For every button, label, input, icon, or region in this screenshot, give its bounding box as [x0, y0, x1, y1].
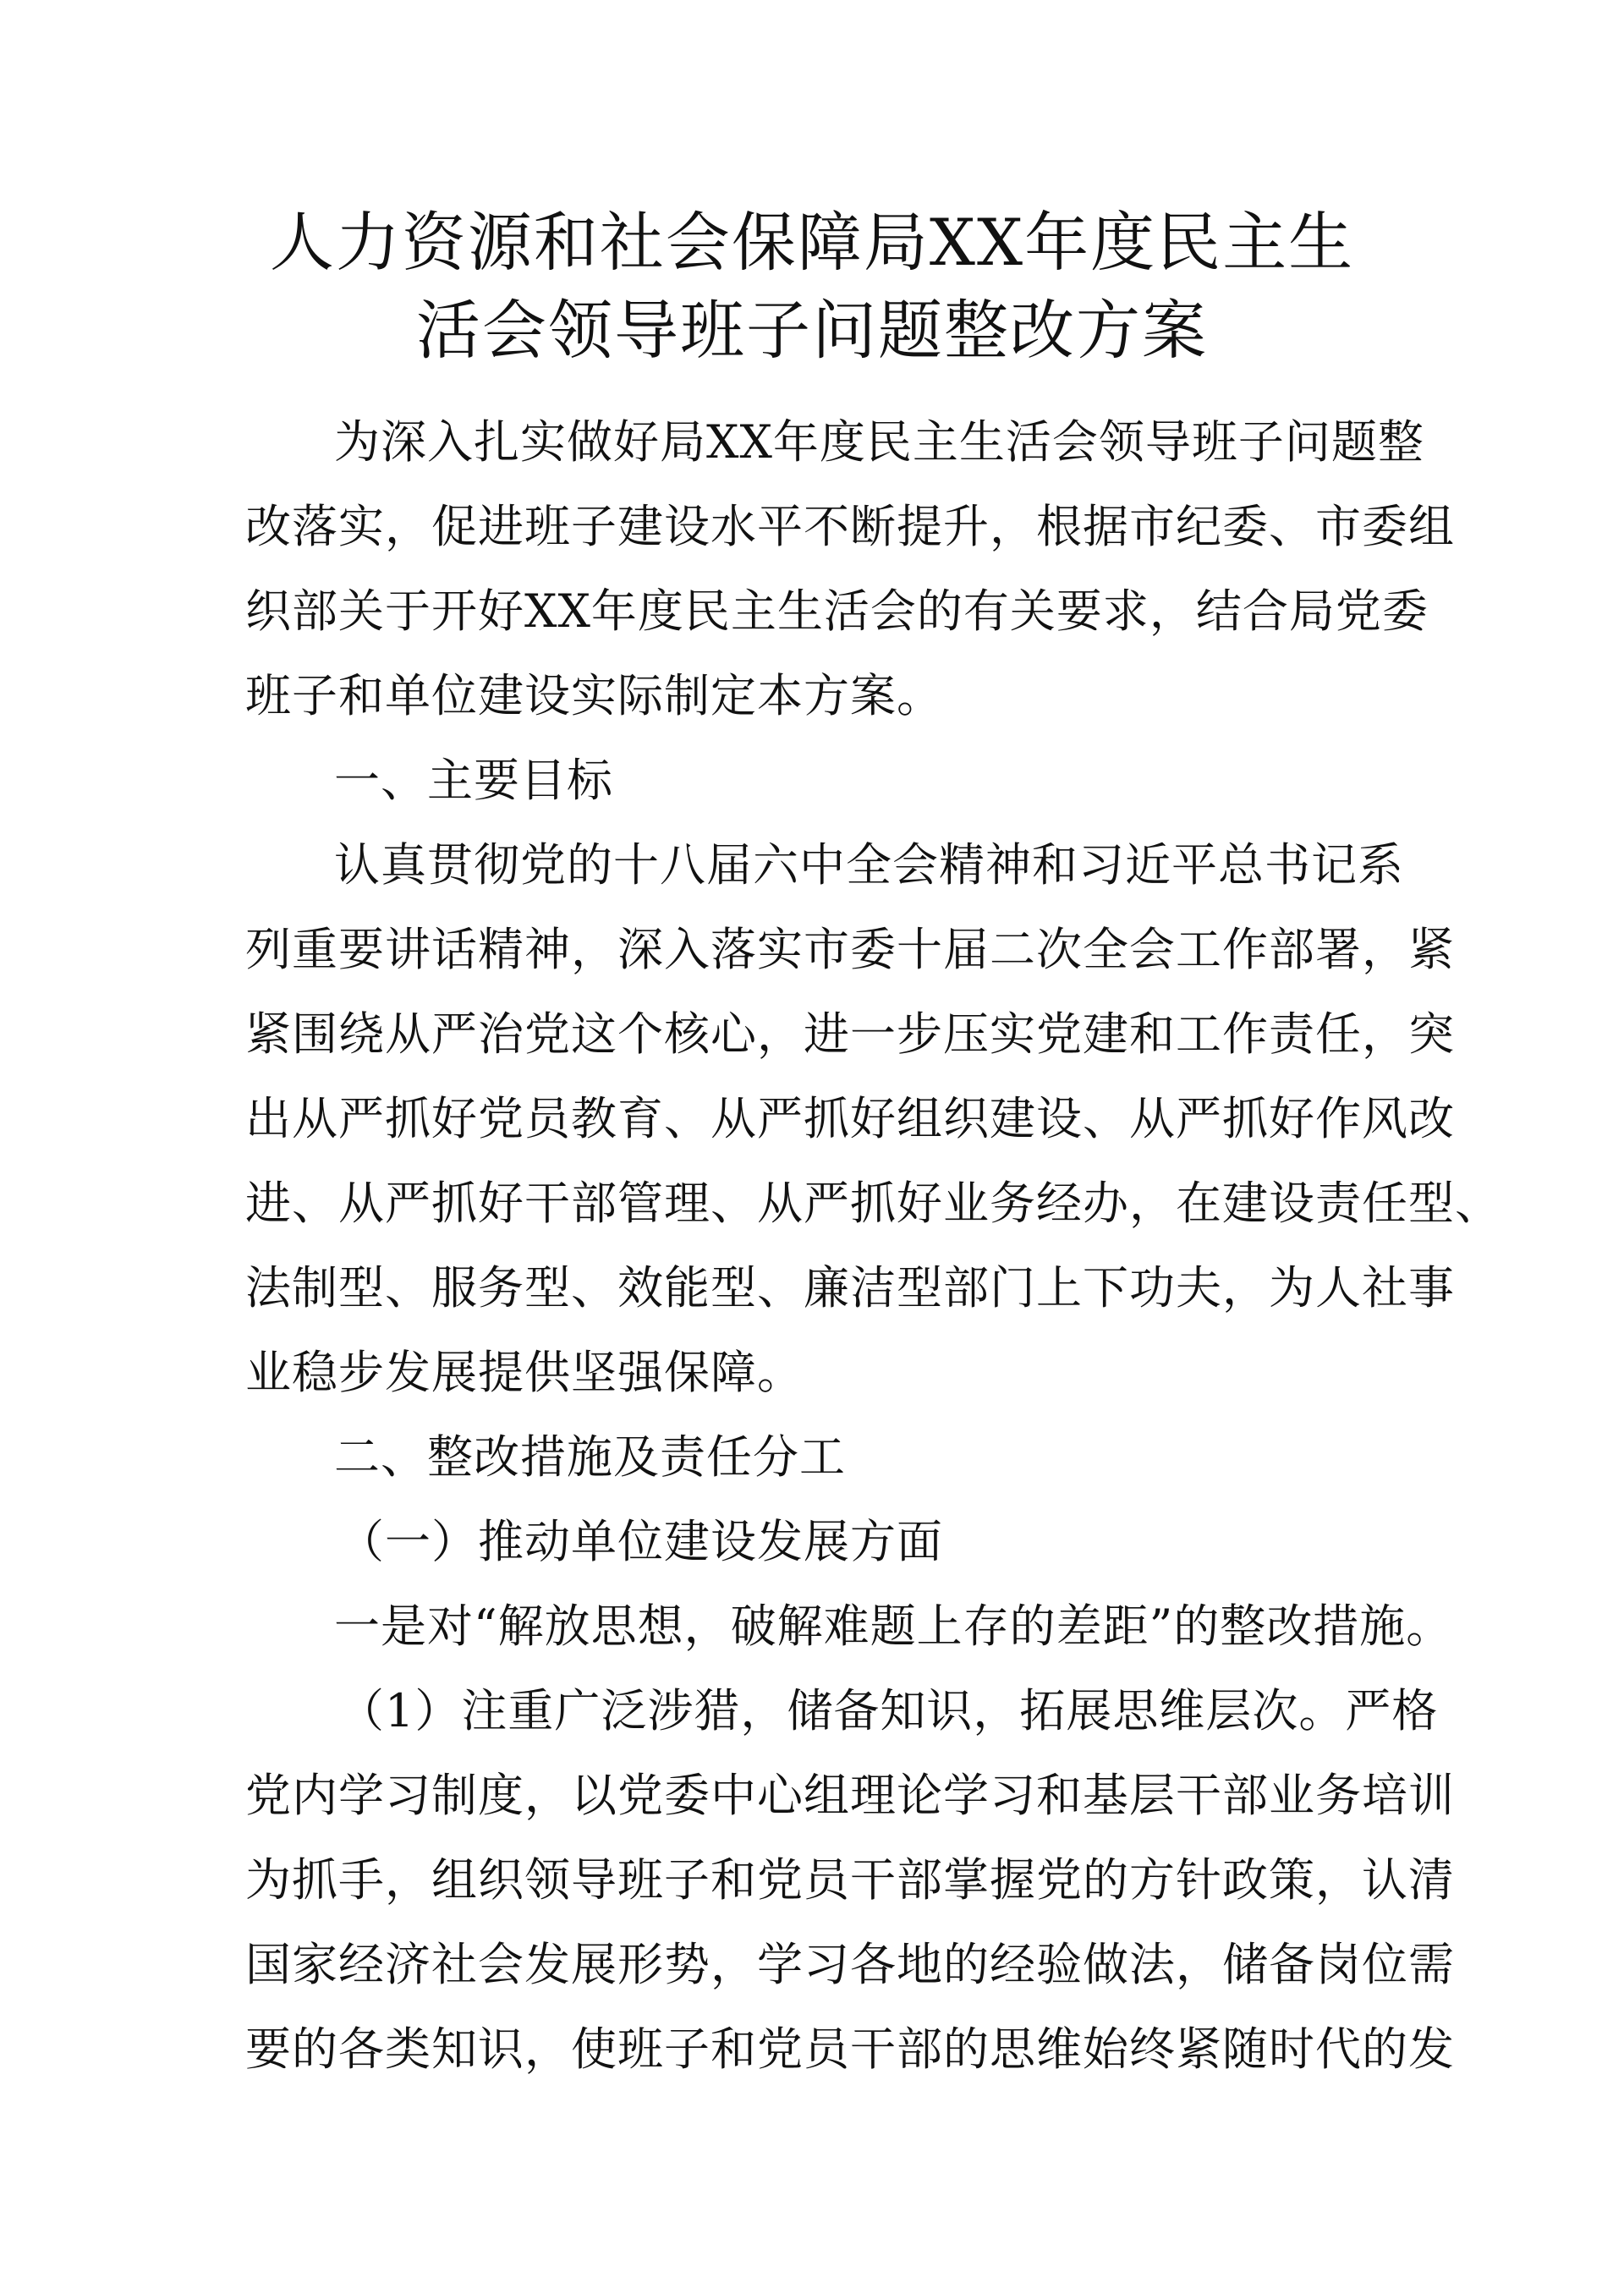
paragraph-line: 织部关于开好XX年度民主生活会的有关要求，结合局党委	[245, 584, 1429, 638]
paragraph-line: 一是对“解放思想，破解难题上存的差距”的整改措施。	[334, 1600, 1453, 1653]
paragraph-line: 要的各类知识，使班子和党员干部的思维始终紧随时代的发	[245, 2022, 1455, 2076]
paragraph-line: 出从严抓好党员教育、从严抓好组织建设、从严抓好作风改	[245, 1092, 1455, 1145]
paragraph-line: 紧围绕从严治党这个核心，进一步压实党建和工作责任，突	[245, 1007, 1455, 1061]
paragraph-line: 业稳步发展提供坚强保障。	[245, 1346, 804, 1399]
section-heading: 二、整改措施及责任分工	[334, 1430, 846, 1484]
paragraph-line: 法制型、服务型、效能型、廉洁型部门上下功夫，为人社事	[245, 1261, 1455, 1314]
paragraph-line: 国家经济社会发展形势，学习各地的经验做法，储备岗位需	[245, 1938, 1455, 1991]
paragraph-line: 改落实，促进班子建设水平不断提升，根据市纪委、市委组	[245, 500, 1455, 553]
section-heading: 一、主要目标	[334, 754, 613, 807]
paragraph-line: 为抓手，组织领导班子和党员干部掌握党的方针政策，认清	[245, 1853, 1455, 1907]
paragraph-line: 为深入扎实做好局XX年度民主生活会领导班子问题整	[334, 415, 1424, 469]
paragraph-line: 认真贯彻党的十八届六中全会精神和习近平总书记系	[334, 838, 1404, 892]
paragraph-line: （1）注重广泛涉猎，储备知识，拓展思维层次。严格	[338, 1684, 1439, 1737]
paragraph-line: 党内学习制度，以党委中心组理论学习和基层干部业务培训	[245, 1769, 1455, 1822]
subsection-heading: （一）推动单位建设发展方面	[338, 1515, 943, 1568]
paragraph-line: 进、从严抓好干部管理、从严抓好业务经办，在建设责任型、	[245, 1177, 1501, 1230]
document-title-line-2: 活会领导班子问题整改方案	[416, 293, 1208, 368]
paragraph-line: 班子和单位建设实际制定本方案。	[245, 669, 943, 722]
paragraph-line: 列重要讲话精神，深入落实市委十届二次全会工作部署，紧	[245, 923, 1455, 976]
document-title-line-1: 人力资源和社会保障局XX年度民主生	[269, 205, 1355, 280]
